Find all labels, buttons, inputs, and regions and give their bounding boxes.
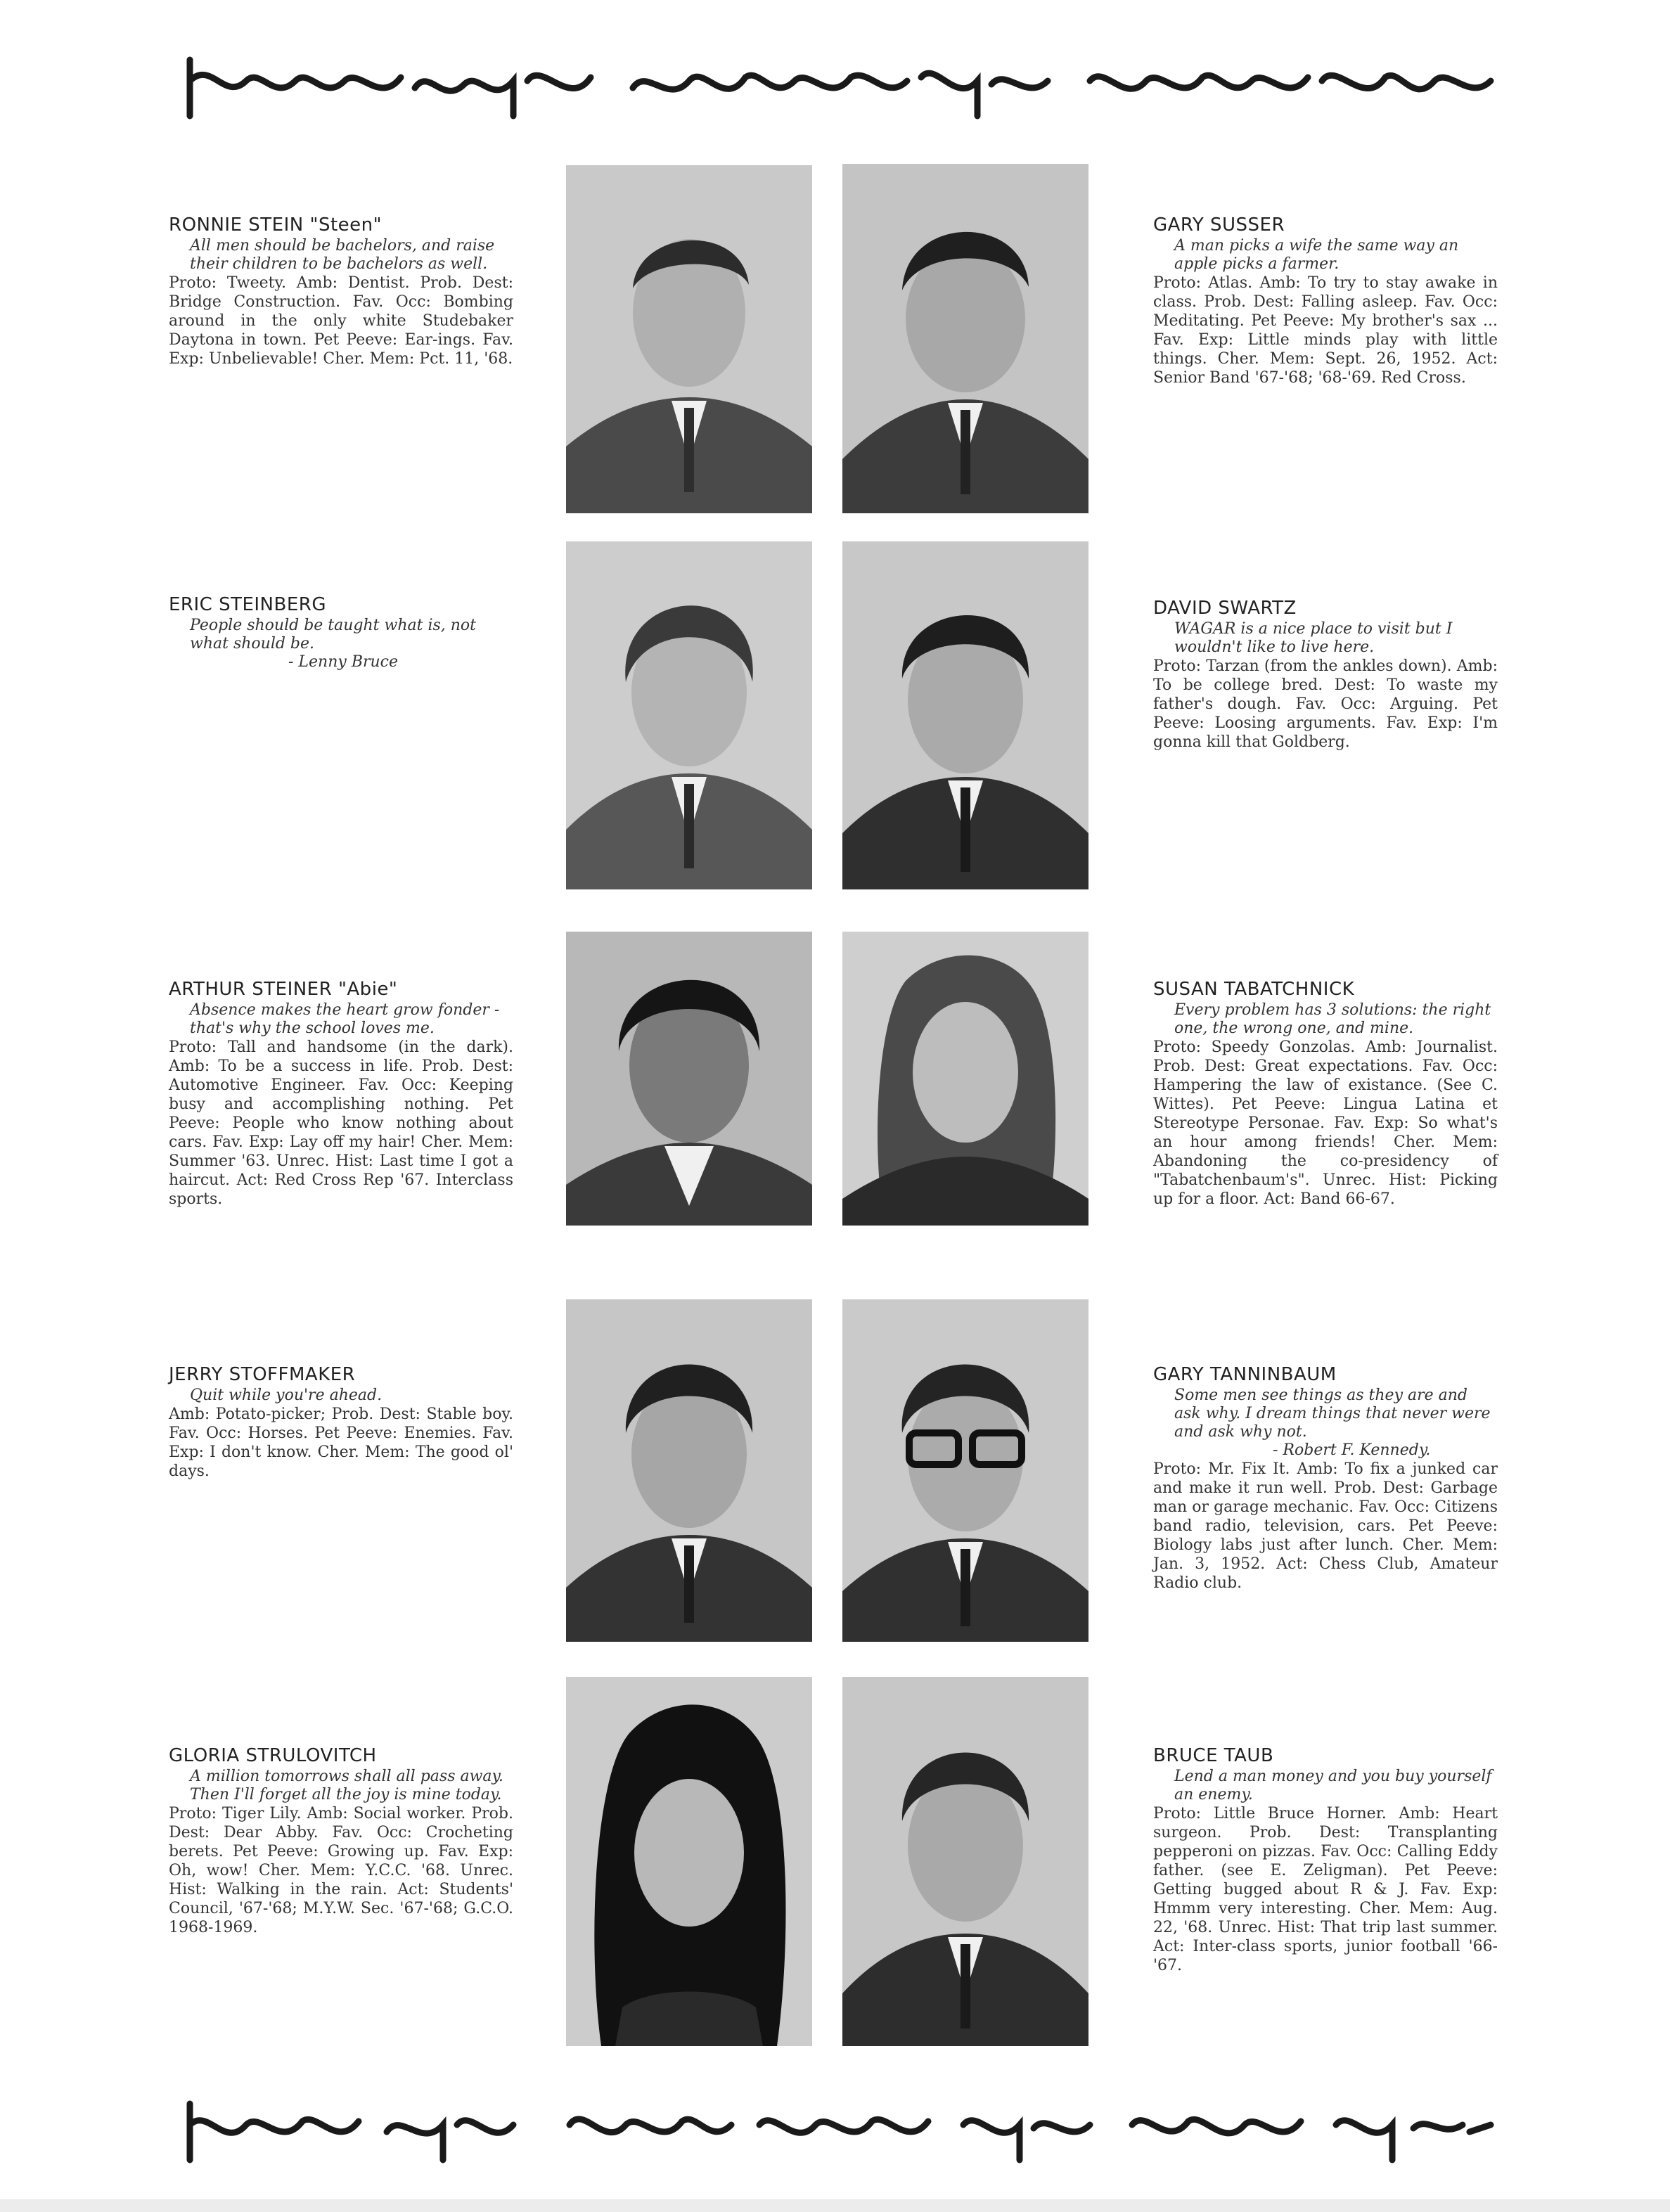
student-bio: Proto: Tiger Lily. Amb: Social worker. Prob. Dest: Dear Abby. Fav. Occ: Crocheting berets. Pet Peeve: Growing up. Fav. Exp: Oh, wow! Cher. Mem: Y.C.C. '68. Unrec. Hist: Walking in the rain. Act: Students' Council, '67-'68; M.Y.W. Sec. '67-'68; G.C.O. 1968-1969. [169,1805,513,1936]
student-bio: Proto: Atlas. Amb: To try to stay awake in class. Prob. Dest: Falling asleep. Fav. Occ: Meditating. Pet Peeve: My brother's sax ... Fav. Exp: Little minds play with little things. Cher. Mem: Sept. 26, 1952. Act: Senior Band '67-'68; '68-'69. Red Cross. [1153,274,1498,387]
portrait-photo-arthur-steiner [566,932,812,1226]
student-quote: A man picks a wife the same way an apple picks a farmer. [1174,237,1459,273]
student-entry-bruce-taub [1153,1745,1498,1975]
quote-attribution: - Robert F. Kennedy. [1273,1441,1431,1459]
portrait-photo-bruce-taub [842,1677,1088,2046]
portrait-photo-jerry-stoffmaker [566,1299,812,1642]
portrait-photo-ronnie-stein [566,165,812,513]
portrait-photo-david-swartz [842,541,1088,889]
portrait-photo-gary-susser [842,164,1088,513]
student-name: BRUCE TAUB [1153,1745,1274,1766]
portrait-icon [566,1299,812,1642]
student-name: DAVID SWARTZ [1153,598,1297,619]
student-quote: Every problem has 3 solutions: the right one, the wrong one, and mine. [1174,1001,1491,1037]
student-entry-jerry-stoffmaker [169,1364,513,1481]
portrait-icon [842,1299,1088,1642]
student-quote: Absence makes the heart grow fonder - that's why the school loves me. [190,1001,500,1037]
student-name: JERRY STOFFMAKER [169,1364,356,1385]
portrait-icon [842,164,1088,513]
student-bio: Proto: Tweety. Amb: Dentist. Prob. Dest: Bridge Construction. Fav. Occ: Bombing around in the only white Studebaker Daytona in town. Pet Peeve: Ear-ings. Fav. Exp: Unbelievable! Cher. Mem: Pct. 11, '68. [169,274,513,368]
portrait-photo-susan-tabatchnick [842,932,1088,1226]
student-quote: All men should be bachelors, and raise their children to be bachelors as well. [190,237,495,273]
portrait-icon [842,541,1088,889]
student-entry-gary-tanninbaum [1153,1364,1498,1593]
student-entry-gloria-strulovitch [169,1745,513,1937]
student-entry-gary-susser [1153,214,1498,387]
student-quote: WAGAR is a nice place to visit but I wouldn't like to live here. [1174,620,1453,656]
portrait-icon [842,1677,1088,2046]
student-bio: Proto: Speedy Gonzolas. Amb: Journalist. Prob. Dest: Great expectations. Fav. Occ: Hampering the law of existance. (See C. Wittes). Pet Peeve: Lingua Latina et Stereotype Personae. Fav. Exp: So what's an hour among friends! Cher. Mem: Abandoning the co-presidency of "Tabatchenbaum's". Unrec. Hist: Picking up for a floor. Act: Band 66-67. [1153,1039,1498,1208]
student-name: ERIC STEINBERG [169,594,326,615]
student-bio: Proto: Mr. Fix It. Amb: To fix a junked car and make it run well. Prob. Dest: Garbage man or garage mechanic. Fav. Occ: Citizens band radio, television, cars. Pet Peeve: Biology labs just after lunch. Cher. Mem: Jan. 3, 1952. Act: Chess Club, Amateur Radio club. [1153,1460,1498,1592]
student-entry-arthur-steiner [169,979,513,1209]
student-name: GLORIA STRULOVITCH [169,1745,377,1766]
student-name: SUSAN TABATCHNICK [1153,979,1355,1000]
student-bio: Proto: Tarzan (from the ankles down). Amb: To be college bred. Dest: To waste my father's dough. Fav. Occ: Arguing. Pet Peeve: Loosing arguments. Fav. Exp: I'm gonna kill that Goldberg. [1153,657,1498,751]
portrait-icon [566,932,812,1226]
portrait-icon [566,541,812,889]
bottom-script-banner [176,2083,1498,2174]
portrait-icon [566,165,812,513]
calligraphy-decoration-top [176,39,1498,130]
quote-attribution: - Lenny Bruce [288,653,399,671]
student-bio: Amb: Potato-picker; Prob. Dest: Stable boy. Fav. Occ: Horses. Pet Peeve: Enemies. Fav. Exp: I don't know. Cher. Mem: The good ol' days. [169,1406,513,1480]
student-quote: Some men see things as they are and ask why. I dream things that never were and ask why not. - Robert F. Kennedy. [1153,1387,1498,1460]
student-quote: Quit while you're ahead. [190,1387,383,1404]
student-quote: Lend a man money and you buy yourself an enemy. [1174,1768,1492,1803]
portrait-photo-gloria-strulovitch [566,1677,812,2046]
student-entry-eric-steinberg [169,594,513,671]
calligraphy-decoration-bottom [176,2083,1498,2174]
student-entry-david-swartz [1153,598,1498,752]
student-name: GARY SUSSER [1153,214,1285,236]
student-entry-ronnie-stein [169,214,513,368]
student-quote: People should be taught what is, not what should be. - Lenny Bruce [169,617,513,671]
student-entry-susan-tabatchnick [1153,979,1498,1209]
student-quote: A million tomorrows shall all pass away. Then I'll forget all the joy is mine today. [190,1768,504,1803]
student-name: GARY TANNINBAUM [1153,1364,1337,1385]
portrait-icon [566,1677,812,2046]
scan-edge [0,2199,1670,2212]
student-name: ARTHUR STEINER "Abie" [169,979,398,1000]
top-script-banner [176,39,1498,130]
portrait-photo-eric-steinberg [566,541,812,889]
student-bio: Proto: Little Bruce Horner. Amb: Heart surgeon. Prob. Dest: Transplanting pepperoni on pizzas. Fav. Occ: Calling Eddy father. (see E. Zeligman). Pet Peeve: Getting bugged about R & J. Fav. Exp: Hmmm very interesting. Cher. Mem: Aug. 22, '68. Unrec. Hist: That trip last summer. Act: Inter-class sports, junior football '66-'67. [1153,1805,1498,1974]
student-bio: Proto: Tall and handsome (in the dark). Amb: To be a success in life. Prob. Dest: Automotive Engineer. Fav. Occ: Keeping busy and accomplishing nothing. Pet Peeve: People who know nothing about cars. Fav. Exp: Lay off my hair! Cher. Mem: Summer '63. Unrec. Hist: Last time I got a haircut. Act: Red Cross Rep '67. Interclass sports. [169,1039,513,1208]
student-name: RONNIE STEIN "Steen" [169,214,383,236]
portrait-photo-gary-tanninbaum [842,1299,1088,1642]
portrait-icon [842,932,1088,1226]
